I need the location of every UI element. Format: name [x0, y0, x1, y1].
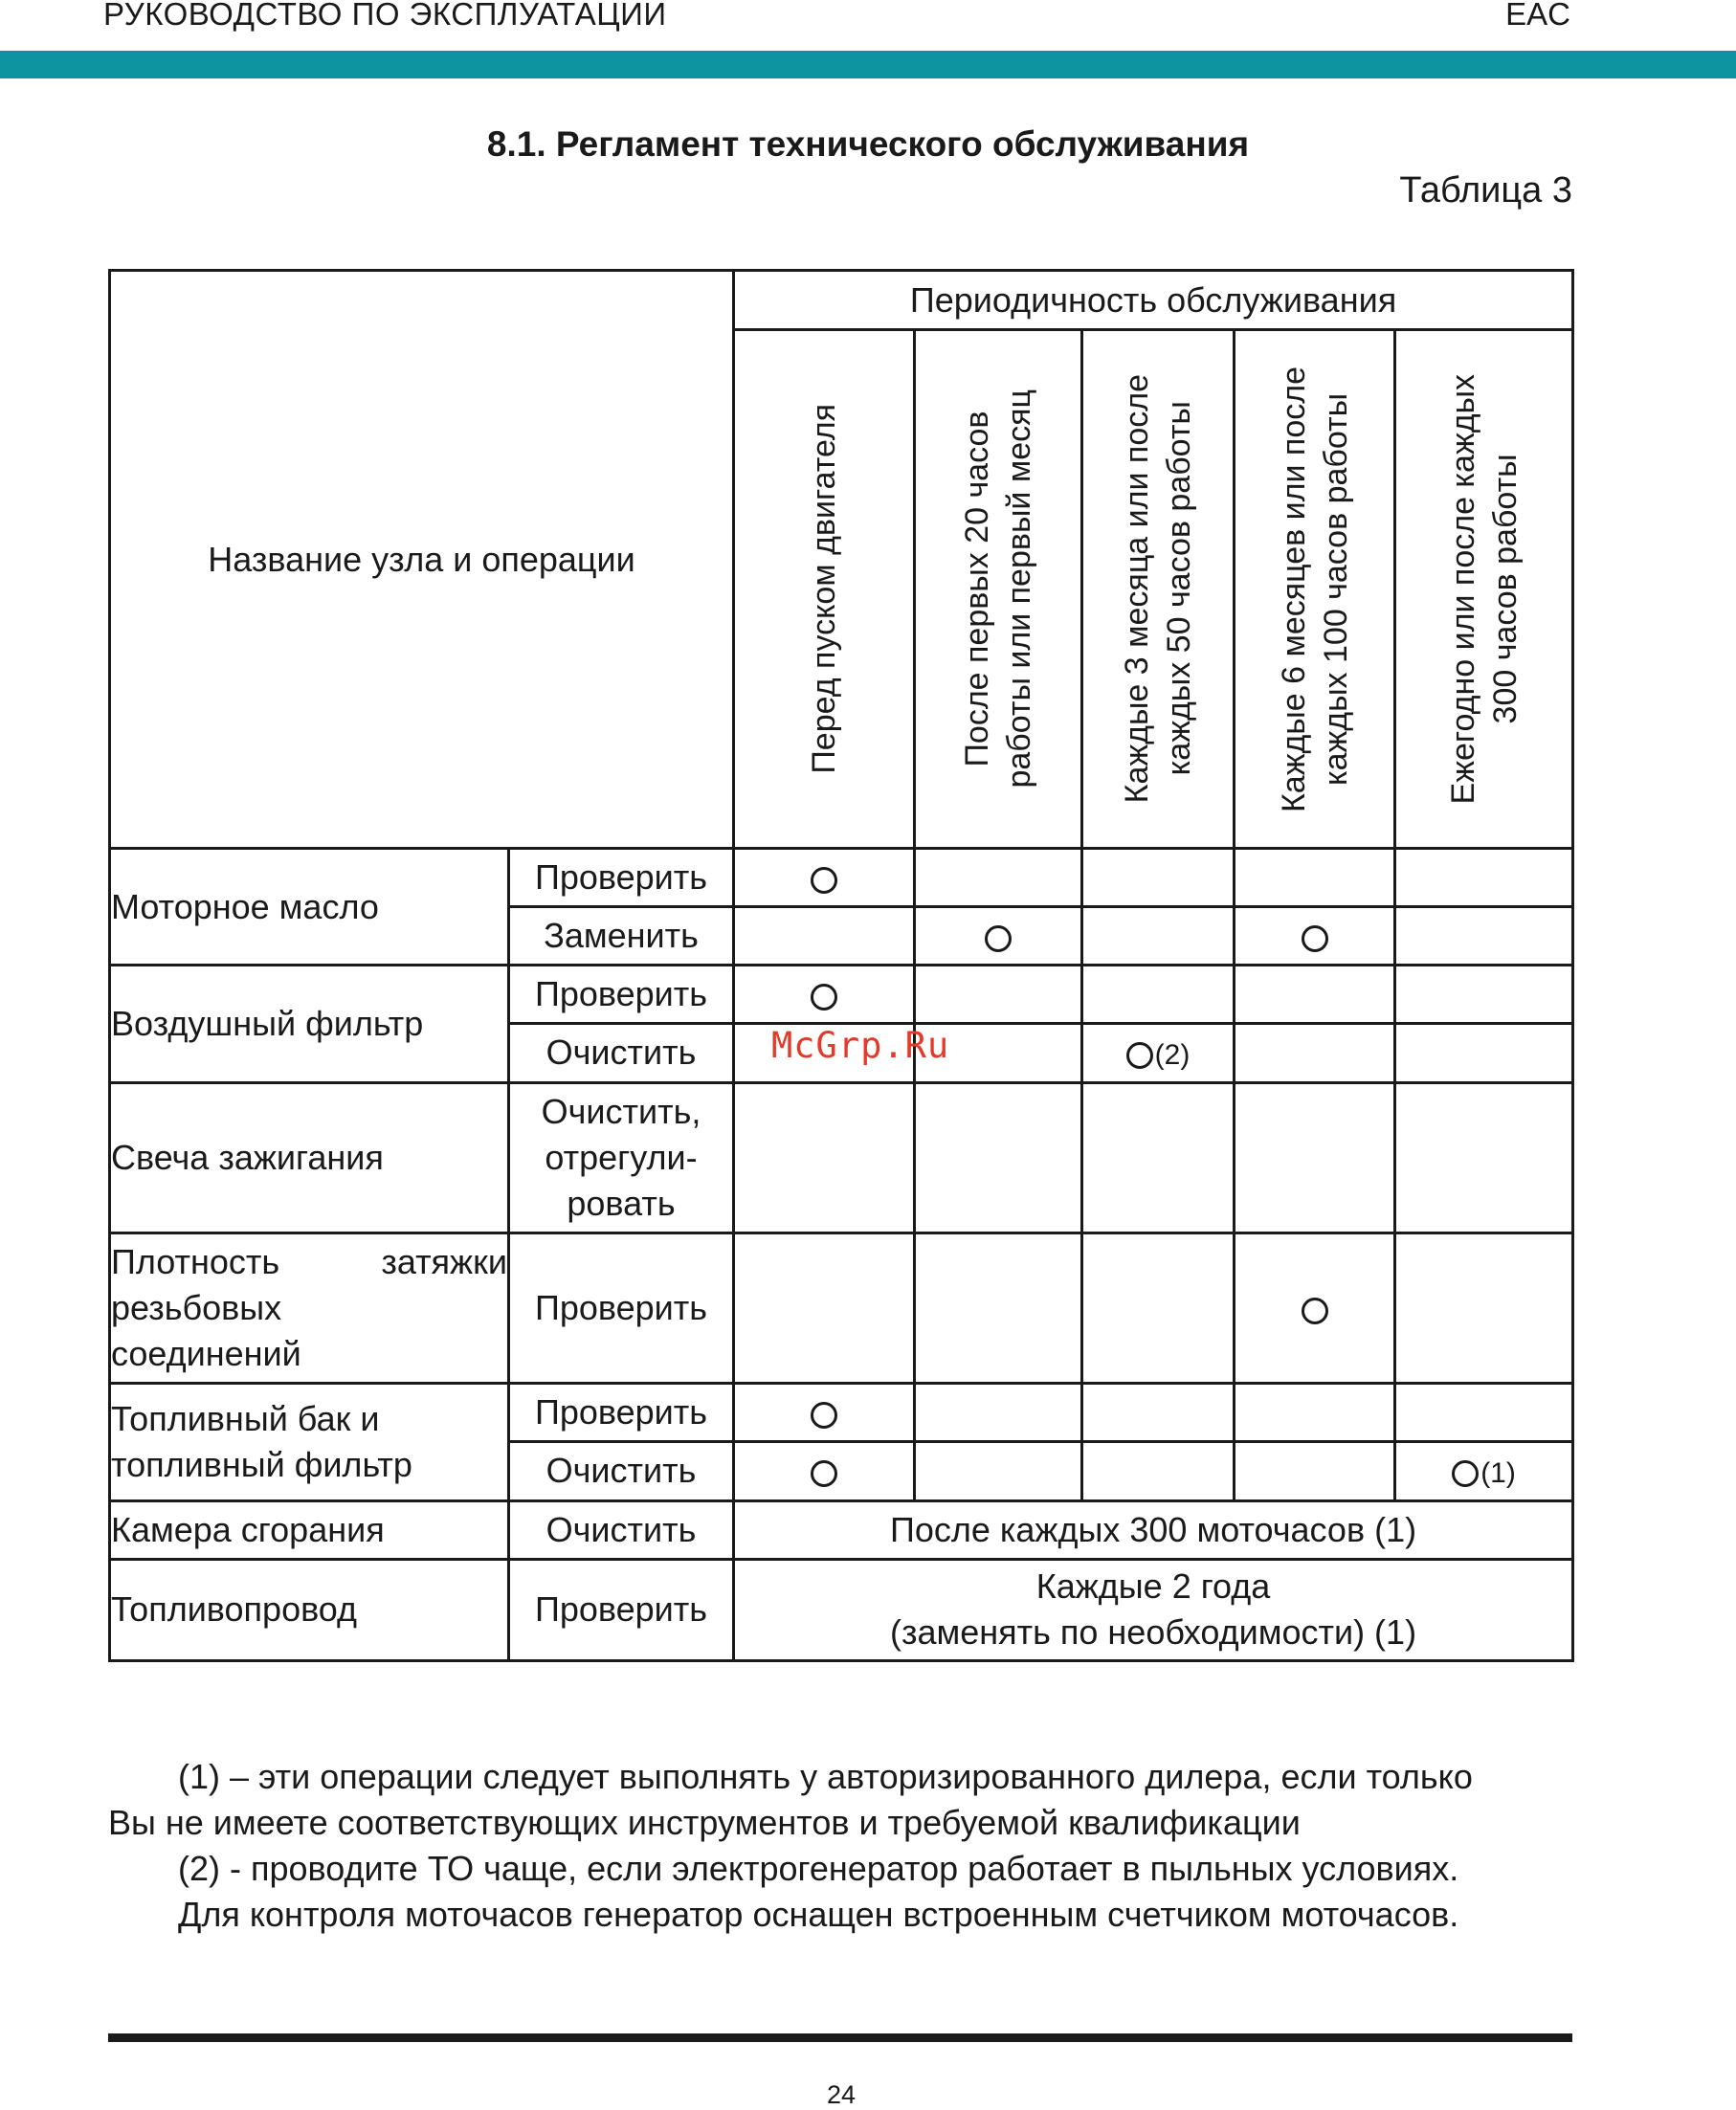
- period-header-yearly: Ежегодно или после каждых 300 часов работы: [1395, 330, 1573, 849]
- schedule-cell: [734, 966, 915, 1024]
- schedule-cell: [1235, 907, 1395, 966]
- node-name-cell: Воздушный фильтр: [110, 966, 509, 1082]
- footer-rule: [108, 2033, 1572, 2042]
- watermark: McGrp.Ru: [771, 1025, 950, 1066]
- service-mark-icon: [1302, 1298, 1328, 1324]
- node-name-cell: Свеча зажигания: [110, 1082, 509, 1233]
- schedule-cell: [915, 966, 1082, 1024]
- name-column-header: Название узла и операции: [110, 271, 734, 849]
- operation-cell: Очистить: [509, 1500, 734, 1559]
- schedule-cell: [1395, 907, 1573, 966]
- service-mark-icon: [1126, 1042, 1153, 1069]
- period-header-6-months: Каждые 6 месяцев или после каждых 100 часов работы: [1235, 330, 1395, 849]
- schedule-cell: [1235, 966, 1395, 1024]
- maintenance-schedule-table: [108, 269, 1574, 1662]
- table-row: [110, 966, 1573, 1024]
- period-header-first-20h: После первых 20 часов работы или первый месяц: [915, 330, 1082, 849]
- table-row: [110, 1082, 1573, 1233]
- schedule-cell: [1082, 1233, 1235, 1383]
- schedule-cell: [1082, 966, 1235, 1024]
- operation-cell: Проверить: [509, 1384, 734, 1442]
- service-mark-icon: [811, 1460, 837, 1487]
- table-row: [110, 1233, 1573, 1383]
- schedule-cell: [1395, 1024, 1573, 1082]
- operation-cell: Проверить: [509, 1559, 734, 1660]
- schedule-cell: [1082, 907, 1235, 966]
- schedule-cell: [1395, 849, 1573, 907]
- schedule-cell: [1395, 1442, 1573, 1500]
- eac-mark: EAC: [1505, 0, 1570, 32]
- operation-cell: Очистить, отрегули- ровать: [509, 1082, 734, 1233]
- section-title: 8.1. Регламент технического обслуживания: [486, 124, 1250, 164]
- schedule-cell: [1082, 1384, 1235, 1442]
- schedule-cell: [1235, 1442, 1395, 1500]
- schedule-cell: [915, 1233, 1082, 1383]
- service-mark-icon: [1302, 925, 1328, 952]
- schedule-cell: [1082, 1082, 1235, 1233]
- footnote-1-line-2: Вы не имеете соответствующих инструментов и требуемой квалификации: [108, 1803, 1301, 1842]
- schedule-cell: [915, 849, 1082, 907]
- period-header-before-start: Перед пуском двигателя: [734, 330, 915, 849]
- running-header-title: РУКОВОДСТВО ПО ЭКСПЛУАТАЦИИ: [103, 0, 667, 32]
- node-name-cell: Топливный бак и топливный фильтр: [110, 1384, 509, 1500]
- node-name-cell: Топливопровод: [110, 1559, 509, 1660]
- schedule-cell: [734, 1082, 915, 1233]
- footnote-3: Для контроля моточасов генератор оснащен встроенным счетчиком моточасов.: [178, 1895, 1459, 1934]
- service-mark-icon: [1452, 1460, 1479, 1487]
- table-row: [110, 1500, 1573, 1559]
- node-name-cell: Моторное масло: [110, 849, 509, 966]
- table-row: [110, 1384, 1573, 1442]
- interval-text-cell: После каждых 300 моточасов (1): [734, 1500, 1573, 1559]
- service-mark-icon: [811, 867, 837, 894]
- page-number: 24: [826, 2080, 857, 2109]
- schedule-cell: [1235, 1233, 1395, 1383]
- footnote-ref: (1): [1480, 1456, 1516, 1489]
- operation-cell: Проверить: [509, 966, 734, 1024]
- schedule-cell: [1235, 1024, 1395, 1082]
- schedule-cell: [1395, 1082, 1573, 1233]
- schedule-cell: [1082, 849, 1235, 907]
- table-label: Таблица 3: [1399, 170, 1572, 211]
- schedule-cell: [915, 1082, 1082, 1233]
- schedule-cell: [734, 1384, 915, 1442]
- node-name-cell: Плотность затяжки резьбовых соединений: [110, 1233, 509, 1383]
- schedule-cell: [734, 907, 915, 966]
- operation-cell: Заменить: [509, 907, 734, 966]
- footnote-2: (2) - проводите ТО чаще, если электрогенератор работает в пыльных условиях.: [178, 1849, 1459, 1888]
- operation-cell: Проверить: [509, 1233, 734, 1383]
- schedule-cell: [915, 1384, 1082, 1442]
- table-row: [110, 849, 1573, 907]
- operation-cell: Очистить: [509, 1442, 734, 1500]
- period-header-3-months: Каждые 3 месяца или после каждых 50 часов работы: [1082, 330, 1235, 849]
- header-accent-bar: [0, 51, 1736, 78]
- schedule-cell: [1235, 1082, 1395, 1233]
- service-mark-icon: [811, 1402, 837, 1429]
- operation-cell: Очистить: [509, 1024, 734, 1082]
- interval-text-cell: Каждые 2 года (заменять по необходимости) (1): [734, 1559, 1573, 1660]
- operation-cell: Проверить: [509, 849, 734, 907]
- schedule-cell: [915, 1442, 1082, 1500]
- schedule-cell: [1235, 849, 1395, 907]
- schedule-cell: [734, 1233, 915, 1383]
- footnote-1-line-1: (1) – эти операции следует выполнять у авторизированного дилера, если только: [178, 1757, 1473, 1796]
- node-name-cell: Камера сгорания: [110, 1500, 509, 1559]
- service-mark-icon: [811, 984, 837, 1011]
- schedule-cell: [915, 907, 1082, 966]
- schedule-cell: [734, 1442, 915, 1500]
- schedule-cell: [1395, 966, 1573, 1024]
- footnote-ref: (2): [1154, 1038, 1191, 1071]
- service-mark-icon: [985, 925, 1012, 952]
- schedule-cell: [1395, 1233, 1573, 1383]
- schedule-cell: [1235, 1384, 1395, 1442]
- schedule-cell: [1082, 1024, 1235, 1082]
- schedule-cell: [1082, 1442, 1235, 1500]
- table-row: [110, 1559, 1573, 1660]
- schedule-cell: [1395, 1384, 1573, 1442]
- period-group-header: Периодичность обслуживания: [734, 271, 1573, 330]
- schedule-cell: [734, 849, 915, 907]
